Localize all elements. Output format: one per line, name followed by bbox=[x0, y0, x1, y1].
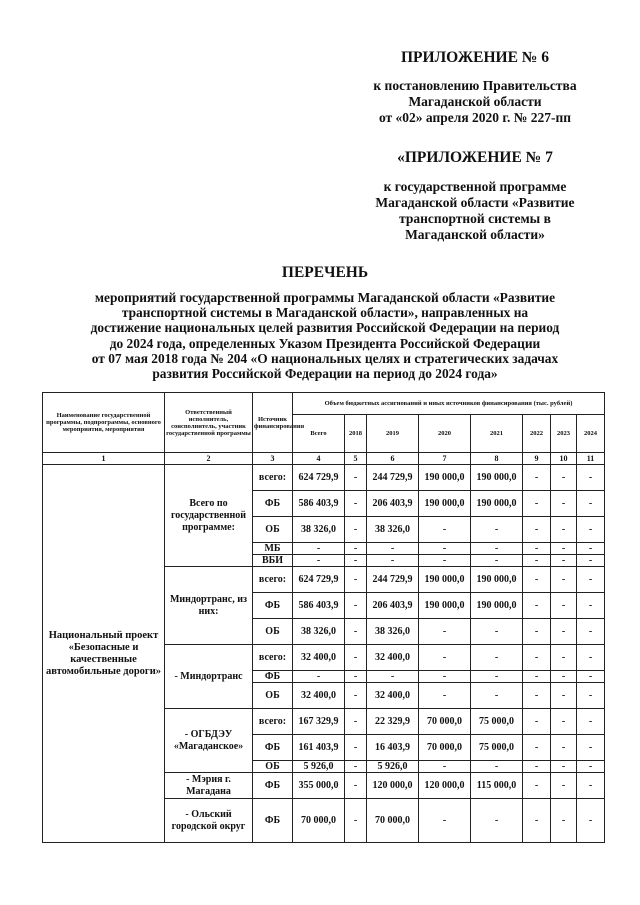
amount-cell: 190 000,0 bbox=[471, 465, 523, 491]
amount-cell: - bbox=[345, 671, 367, 683]
source-cell: всего: bbox=[253, 645, 293, 671]
amount-cell: 190 000,0 bbox=[471, 491, 523, 517]
amount-cell: - bbox=[523, 543, 551, 555]
column-number: 9 bbox=[523, 453, 551, 465]
amount-cell: - bbox=[293, 555, 345, 567]
amount-cell: - bbox=[523, 645, 551, 671]
amount-cell: - bbox=[345, 593, 367, 619]
executor-cell: Миндортранс, из них: bbox=[165, 567, 253, 645]
source-cell: ФБ bbox=[253, 491, 293, 517]
column-number: 2 bbox=[165, 453, 253, 465]
amount-cell: - bbox=[419, 555, 471, 567]
amount-cell: - bbox=[577, 671, 605, 683]
column-number: 11 bbox=[577, 453, 605, 465]
amount-cell: - bbox=[419, 619, 471, 645]
amount-cell: - bbox=[471, 555, 523, 567]
header-total: Всего bbox=[293, 415, 345, 453]
column-number: 1 bbox=[43, 453, 165, 465]
appendix-6-title: ПРИЛОЖЕНИЕ № 6 bbox=[401, 49, 549, 66]
amount-cell: - bbox=[551, 567, 577, 593]
executor-cell: - ОГБДЭУ «Магаданское» bbox=[165, 709, 253, 773]
amount-cell: 190 000,0 bbox=[419, 567, 471, 593]
column-number: 4 bbox=[293, 453, 345, 465]
appendix-7-header bbox=[330, 150, 620, 243]
amount-cell: 70 000,0 bbox=[419, 709, 471, 735]
amount-cell: - bbox=[523, 619, 551, 645]
subtitle-line: мероприятий государственной программы Магаданской области «Развитие bbox=[94, 290, 556, 305]
column-number: 8 bbox=[471, 453, 523, 465]
subtitle-line: от 07 мая 2018 года № 204 «О национальных целях и стратегических задачах bbox=[91, 350, 559, 366]
amount-cell: - bbox=[551, 491, 577, 517]
header-executor: Ответственный исполнитель, соисполнитель, участник государственной программы bbox=[165, 393, 253, 453]
amount-cell: 75 000,0 bbox=[471, 709, 523, 735]
amount-cell: - bbox=[367, 543, 419, 555]
amount-cell: - bbox=[551, 619, 577, 645]
amount-cell: 190 000,0 bbox=[419, 465, 471, 491]
amount-cell: - bbox=[577, 735, 605, 761]
amount-cell: - bbox=[551, 761, 577, 773]
amount-cell: - bbox=[523, 799, 551, 843]
amount-cell: 206 403,9 bbox=[367, 593, 419, 619]
amount-cell: 38 326,0 bbox=[367, 619, 419, 645]
amount-cell: - bbox=[345, 735, 367, 761]
amount-cell: - bbox=[419, 543, 471, 555]
amount-cell: - bbox=[577, 593, 605, 619]
appendix-7-title: «ПРИЛОЖЕНИЕ № 7 bbox=[397, 149, 553, 166]
amount-cell: - bbox=[345, 555, 367, 567]
amount-cell: 120 000,0 bbox=[419, 773, 471, 799]
amount-cell: - bbox=[367, 555, 419, 567]
table-row bbox=[43, 465, 605, 491]
amount-cell: - bbox=[577, 567, 605, 593]
amount-cell: - bbox=[471, 761, 523, 773]
amount-cell: - bbox=[523, 671, 551, 683]
amount-cell: - bbox=[471, 799, 523, 843]
executor-cell: - Миндортранс bbox=[165, 645, 253, 709]
appendix-6-line: Магаданской области bbox=[408, 94, 542, 109]
amount-cell: 190 000,0 bbox=[471, 593, 523, 619]
header-year: 2019 bbox=[367, 415, 419, 453]
amount-cell: 22 329,9 bbox=[367, 709, 419, 735]
amount-cell: - bbox=[471, 671, 523, 683]
subtitle-line: развития Российской Федерации на период до 2024 года» bbox=[152, 366, 498, 382]
amount-cell: - bbox=[471, 645, 523, 671]
amount-cell: 624 729,9 bbox=[293, 567, 345, 593]
appendix-7-line: Магаданской области «Развитие bbox=[375, 195, 575, 210]
amount-cell: - bbox=[419, 517, 471, 543]
amount-cell: - bbox=[577, 709, 605, 735]
amount-cell: - bbox=[523, 517, 551, 543]
amount-cell: 5 926,0 bbox=[367, 761, 419, 773]
amount-cell: - bbox=[551, 465, 577, 491]
document-title: ПЕРЕЧЕНЬ bbox=[281, 264, 369, 281]
amount-cell: - bbox=[577, 517, 605, 543]
source-cell: ОБ bbox=[253, 619, 293, 645]
column-number: 10 bbox=[551, 453, 577, 465]
amount-cell: 624 729,9 bbox=[293, 465, 345, 491]
amount-cell: - bbox=[551, 773, 577, 799]
amount-cell: - bbox=[419, 799, 471, 843]
column-number: 3 bbox=[253, 453, 293, 465]
amount-cell: - bbox=[523, 567, 551, 593]
table-body bbox=[43, 465, 605, 843]
amount-cell: - bbox=[523, 773, 551, 799]
source-cell: ОБ bbox=[253, 517, 293, 543]
amount-cell: - bbox=[551, 735, 577, 761]
amount-cell: - bbox=[551, 543, 577, 555]
amount-cell: - bbox=[345, 543, 367, 555]
source-cell: МБ bbox=[253, 543, 293, 555]
appendix-7-line: Магаданской области» bbox=[405, 227, 545, 242]
amount-cell: - bbox=[551, 683, 577, 709]
header-year: 2021 bbox=[471, 415, 523, 453]
amount-cell: - bbox=[577, 491, 605, 517]
amount-cell: 75 000,0 bbox=[471, 735, 523, 761]
amount-cell: 32 400,0 bbox=[367, 683, 419, 709]
amount-cell: - bbox=[577, 761, 605, 773]
source-cell: ФБ bbox=[253, 735, 293, 761]
appendix-6-line: от «02» апреля 2020 г. № 227-пп bbox=[378, 110, 572, 125]
amount-cell: 586 403,9 bbox=[293, 491, 345, 517]
source-cell: всего: bbox=[253, 465, 293, 491]
amount-cell: 115 000,0 bbox=[471, 773, 523, 799]
amount-cell: - bbox=[577, 555, 605, 567]
appendix-7-line: транспортной системы в bbox=[399, 211, 551, 226]
amount-cell: - bbox=[523, 735, 551, 761]
amount-cell: - bbox=[345, 683, 367, 709]
header-volume: Объем бюджетных ассигнований и иных источников финансирования (тыс. рублей) bbox=[293, 393, 605, 415]
amount-cell: - bbox=[577, 543, 605, 555]
amount-cell: - bbox=[577, 683, 605, 709]
amount-cell: 244 729,9 bbox=[367, 465, 419, 491]
executor-cell: - Мэрия г. Магадана bbox=[165, 773, 253, 799]
amount-cell: - bbox=[345, 567, 367, 593]
amount-cell: - bbox=[345, 645, 367, 671]
header-source: Источник финансирования bbox=[253, 393, 293, 453]
amount-cell: - bbox=[577, 645, 605, 671]
amount-cell: 70 000,0 bbox=[419, 735, 471, 761]
amount-cell: - bbox=[523, 761, 551, 773]
amount-cell: - bbox=[523, 683, 551, 709]
subtitle-line: транспортной системы в Магаданской области», направленных на bbox=[121, 305, 529, 321]
amount-cell: - bbox=[551, 709, 577, 735]
source-cell: ВБИ bbox=[253, 555, 293, 567]
source-cell: ФБ bbox=[253, 773, 293, 799]
amount-cell: 586 403,9 bbox=[293, 593, 345, 619]
amount-cell: 161 403,9 bbox=[293, 735, 345, 761]
amount-cell: - bbox=[345, 465, 367, 491]
amount-cell: - bbox=[577, 619, 605, 645]
amount-cell: - bbox=[551, 593, 577, 619]
header-year: 2018 bbox=[345, 415, 367, 453]
amount-cell: 70 000,0 bbox=[367, 799, 419, 843]
amount-cell: - bbox=[577, 799, 605, 843]
amount-cell: 206 403,9 bbox=[367, 491, 419, 517]
amount-cell: - bbox=[523, 555, 551, 567]
executor-cell: Всего по государственной программе: bbox=[165, 465, 253, 567]
source-cell: всего: bbox=[253, 567, 293, 593]
project-name-cell: Национальный проект «Безопасные и качественные автомобильные дороги» bbox=[43, 465, 165, 843]
appendix-6-header bbox=[330, 50, 620, 126]
amount-cell: - bbox=[419, 761, 471, 773]
amount-cell: 16 403,9 bbox=[367, 735, 419, 761]
column-number: 5 bbox=[345, 453, 367, 465]
amount-cell: - bbox=[345, 709, 367, 735]
source-cell: всего: bbox=[253, 709, 293, 735]
amount-cell: 190 000,0 bbox=[471, 567, 523, 593]
header-year: 2020 bbox=[419, 415, 471, 453]
amount-cell: - bbox=[419, 671, 471, 683]
amount-cell: 120 000,0 bbox=[367, 773, 419, 799]
amount-cell: - bbox=[471, 619, 523, 645]
amount-cell: 5 926,0 bbox=[293, 761, 345, 773]
amount-cell: 355 000,0 bbox=[293, 773, 345, 799]
amount-cell: - bbox=[551, 517, 577, 543]
amount-cell: - bbox=[523, 491, 551, 517]
header-year: 2024 bbox=[577, 415, 605, 453]
header-year: 2023 bbox=[551, 415, 577, 453]
amount-cell: - bbox=[293, 543, 345, 555]
amount-cell: - bbox=[293, 671, 345, 683]
amount-cell: - bbox=[551, 645, 577, 671]
source-cell: ФБ bbox=[253, 799, 293, 843]
amount-cell: 190 000,0 bbox=[419, 593, 471, 619]
amount-cell: - bbox=[551, 555, 577, 567]
amount-cell: - bbox=[523, 709, 551, 735]
amount-cell: 32 400,0 bbox=[293, 645, 345, 671]
amount-cell: - bbox=[523, 593, 551, 619]
amount-cell: - bbox=[345, 619, 367, 645]
amount-cell: - bbox=[419, 683, 471, 709]
amount-cell: 32 400,0 bbox=[293, 683, 345, 709]
amount-cell: - bbox=[345, 761, 367, 773]
amount-cell: - bbox=[471, 683, 523, 709]
amount-cell: 190 000,0 bbox=[419, 491, 471, 517]
subtitle-line: до 2024 года, определенных Указом Президента Российской Федерации bbox=[109, 335, 541, 351]
header-year: 2022 bbox=[523, 415, 551, 453]
amount-cell: 38 326,0 bbox=[367, 517, 419, 543]
amount-cell: - bbox=[551, 799, 577, 843]
amount-cell: - bbox=[577, 465, 605, 491]
executor-cell: - Ольский городской округ bbox=[165, 799, 253, 843]
amount-cell: - bbox=[345, 491, 367, 517]
column-number: 7 bbox=[419, 453, 471, 465]
amount-cell: - bbox=[523, 465, 551, 491]
amount-cell: 38 326,0 bbox=[293, 619, 345, 645]
amount-cell: - bbox=[367, 671, 419, 683]
amount-cell: 70 000,0 bbox=[293, 799, 345, 843]
document-subtitle bbox=[40, 290, 610, 381]
amount-cell: - bbox=[345, 517, 367, 543]
amount-cell: - bbox=[471, 543, 523, 555]
source-cell: ОБ bbox=[253, 683, 293, 709]
amount-cell: - bbox=[345, 773, 367, 799]
appendix-6-line: к постановлению Правительства bbox=[373, 78, 577, 93]
source-cell: ФБ bbox=[253, 671, 293, 683]
amount-cell: - bbox=[471, 517, 523, 543]
funding-table bbox=[42, 392, 605, 843]
column-number: 6 bbox=[367, 453, 419, 465]
amount-cell: - bbox=[345, 799, 367, 843]
appendix-7-line: к государственной программе bbox=[383, 179, 567, 194]
header-name: Наименование государственной программы, подпрограммы, основного мероприятия, мероприятия bbox=[43, 393, 165, 453]
amount-cell: - bbox=[551, 671, 577, 683]
amount-cell: 38 326,0 bbox=[293, 517, 345, 543]
amount-cell: - bbox=[577, 773, 605, 799]
source-cell: ОБ bbox=[253, 761, 293, 773]
amount-cell: 32 400,0 bbox=[367, 645, 419, 671]
subtitle-line: достижение национальных целей развития Российской Федерации на период bbox=[90, 320, 560, 336]
amount-cell: - bbox=[419, 645, 471, 671]
amount-cell: 244 729,9 bbox=[367, 567, 419, 593]
source-cell: ФБ bbox=[253, 593, 293, 619]
amount-cell: 167 329,9 bbox=[293, 709, 345, 735]
